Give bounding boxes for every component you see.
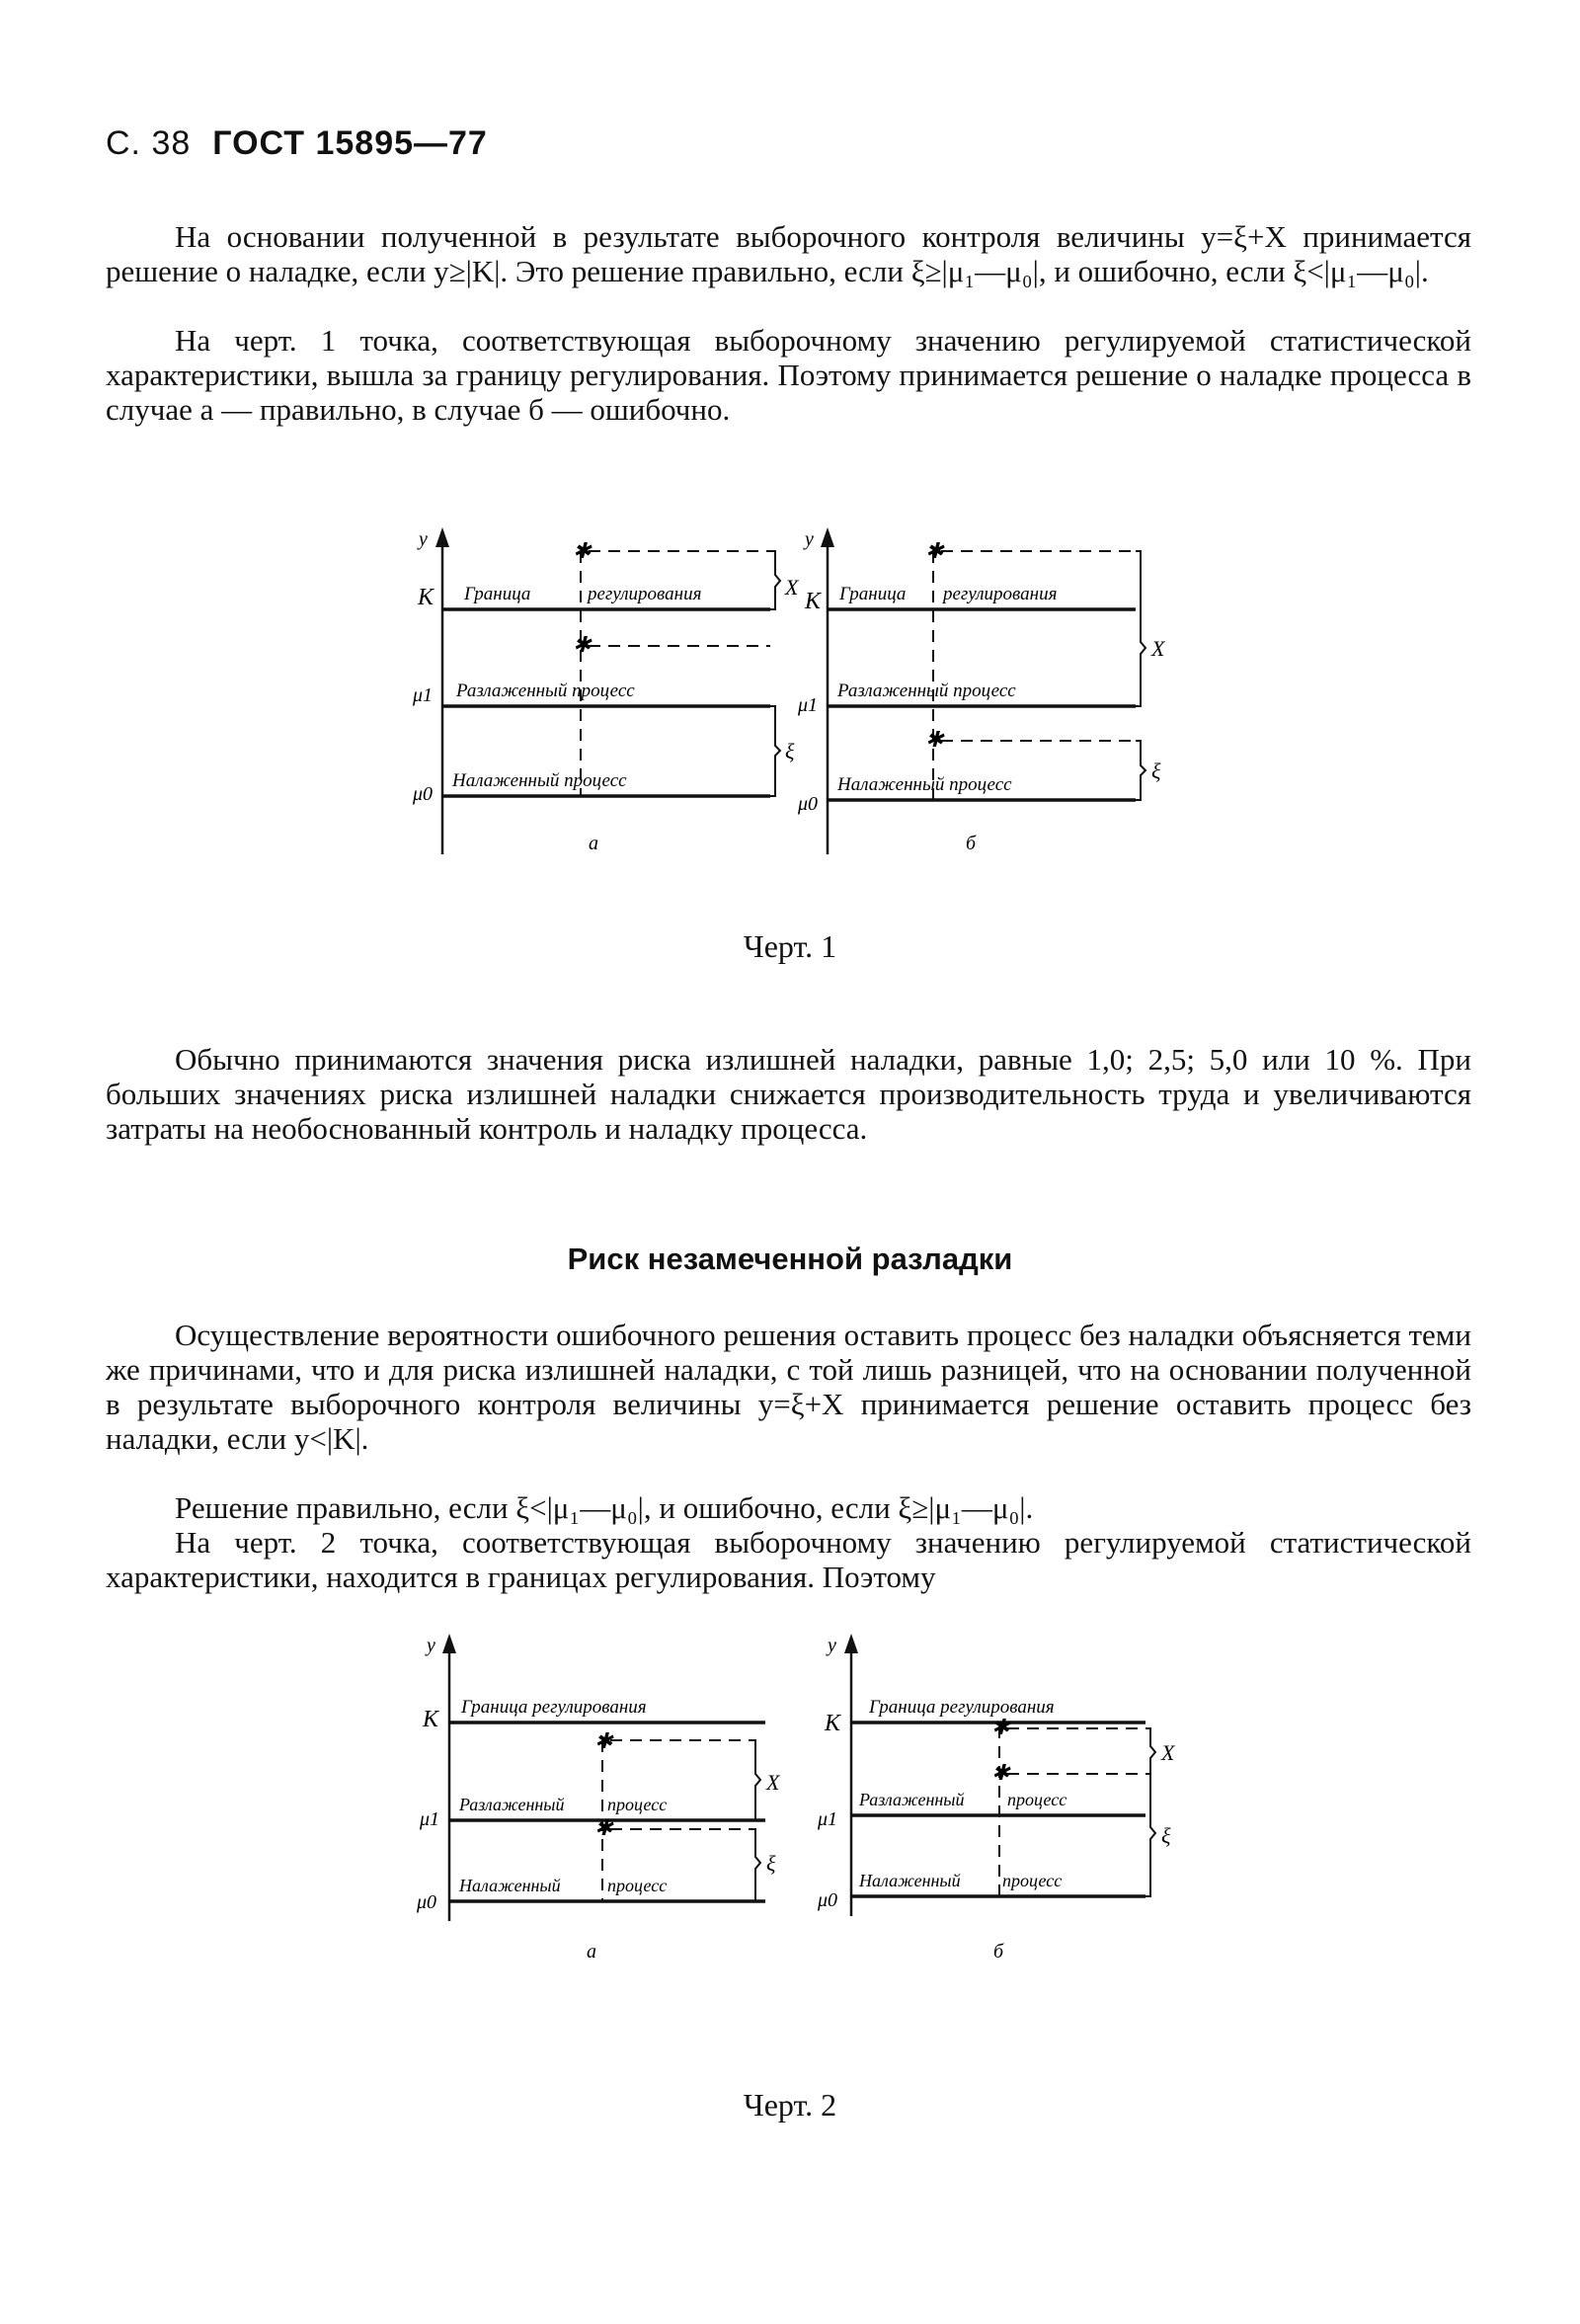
figure-1-caption: Черт. 1 — [743, 928, 837, 964]
mu0-label: μ0 — [818, 1889, 838, 1911]
shifted-process-text: Разлаженный процесс — [837, 681, 1016, 701]
xi-brace — [1136, 741, 1146, 800]
sample-point-low: ✱ — [594, 1815, 613, 1840]
y-axis-arrow — [442, 1634, 456, 1653]
mu1-label: μ1 — [798, 694, 819, 716]
standard-title: ГОСТ 15895—77 — [212, 124, 488, 162]
k-label: K — [423, 1707, 439, 1732]
x-brace — [750, 1740, 760, 1820]
y-axis-arrow — [435, 527, 449, 547]
panel-label: а — [587, 1941, 596, 1963]
panel-label: а — [589, 833, 598, 854]
control-limit-text: Граница регулирования — [869, 1697, 1055, 1718]
figure-2-panel-b — [817, 1634, 1176, 1963]
figure-2-diagram — [0, 1620, 1580, 1975]
xi-brace — [1146, 1774, 1155, 1896]
mu0-label: μ0 — [413, 783, 434, 805]
k-label: K — [825, 1711, 841, 1736]
figure-2-caption: Черт. 2 — [743, 2087, 837, 2123]
shifted-process-text-1: Разлаженный — [459, 1795, 565, 1814]
x-label: X — [785, 575, 799, 600]
adjusted-process-text: Налаженный процесс — [452, 770, 627, 791]
paragraph-4: Осуществление вероятности ошибочного решения оставить процесс без наладки объясняется теми же причинами, что и для риска излишней наладки, с той лишь разницей, что на основании полученной в результате выборочного контроля величины y=ξ+X принимается решение оставить процесс без наладки, если y<|K|. — [106, 1318, 1471, 1456]
mu1-label: μ1 — [413, 684, 434, 706]
mu0-label: μ0 — [417, 1891, 437, 1913]
adjusted-process-text: Налаженный процесс — [837, 774, 1012, 795]
sample-point-low: ✱ — [925, 727, 944, 752]
page-number: С. 38 — [106, 124, 192, 162]
x-label: X — [1151, 636, 1165, 661]
k-label: K — [418, 585, 434, 610]
x-label: X — [1161, 1740, 1175, 1765]
mu1-label: μ1 — [420, 1808, 440, 1830]
paragraph-5: Решение правильно, если ξ<|μ₁—μ₀|, и ошибочно, если ξ≥|μ₁—μ₀|. — [175, 1490, 1034, 1525]
xi-label: ξ — [785, 739, 795, 763]
sample-point-low: ✱ — [991, 1760, 1010, 1785]
control-limit-text: Граница регулирования — [461, 1697, 647, 1718]
panel-label: б — [966, 833, 977, 854]
x-label: X — [766, 1770, 780, 1795]
figure-1-diagram — [0, 514, 1580, 869]
x-brace — [1146, 1728, 1155, 1774]
xi-label: ξ — [766, 1851, 776, 1876]
sample-point-high: ✱ — [573, 538, 592, 563]
xi-brace — [770, 706, 780, 796]
control-limit-text-1: Граница — [464, 584, 531, 604]
figure-2-panel-a — [416, 1634, 781, 1963]
shifted-process-text-2: процесс — [1007, 1790, 1067, 1809]
xi-label: ξ — [1161, 1823, 1171, 1848]
adjusted-process-text-2: процесс — [1002, 1871, 1063, 1890]
page-header — [106, 124, 488, 163]
section-heading: Риск незамеченной разладки — [567, 1242, 1013, 1276]
shifted-process-text: Разлаженный процесс — [456, 681, 635, 701]
shifted-process-text-1: Разлаженный — [859, 1790, 965, 1809]
shifted-process-text-2: процесс — [607, 1795, 668, 1814]
x-brace — [1136, 551, 1146, 706]
control-limit-text-2: регулирования — [943, 584, 1058, 604]
y-axis-arrow — [844, 1634, 858, 1653]
figure-1-panel-b — [797, 527, 1166, 854]
y-axis-label: y — [427, 1635, 435, 1656]
sample-point-high: ✱ — [594, 1728, 613, 1753]
adjusted-process-text-1: Налаженный — [859, 1871, 961, 1890]
y-axis-arrow — [821, 527, 834, 547]
sample-point-high: ✱ — [925, 538, 944, 563]
panel-label: б — [993, 1941, 1004, 1963]
paragraph-3: Обычно принимаются значения риска излишней наладки, равные 1,0; 2,5; 5,0 или 10 %. При больших значениях риска излишней наладки снижается производительность труда и увеличиваются затраты на необоснованный контроль и наладку процесса. — [106, 1042, 1471, 1146]
y-axis-label: y — [828, 1635, 836, 1656]
adjusted-process-text-2: процесс — [607, 1876, 668, 1895]
xi-label: ξ — [1151, 759, 1161, 783]
paragraph-1: На основании полученной в результате выборочного контроля величины y=ξ+X принимается решение о наладке, если y≥|K|. Это решение правильно, если ξ≥|μ₁—μ₀|, и ошибочно, если ξ<|μ₁—μ₀|. — [106, 219, 1471, 288]
paragraph-6: На черт. 2 точка, соответствующая выборочному значению регулируемой статистической характеристики, находится в границах регулирования. Поэтому — [106, 1525, 1471, 1594]
y-axis-label: y — [805, 528, 814, 550]
x-brace — [770, 551, 780, 609]
control-limit-text-1: Граница — [839, 584, 907, 604]
mu1-label: μ1 — [818, 1808, 838, 1830]
xi-brace — [750, 1829, 760, 1901]
adjusted-process-text-1: Налаженный — [459, 1876, 561, 1895]
figure-1-panel-a — [412, 527, 800, 854]
sample-point-high: ✱ — [991, 1715, 1010, 1739]
mu0-label: μ0 — [798, 793, 819, 815]
sample-point-low: ✱ — [573, 632, 592, 657]
paragraph-2: На черт. 1 точка, соответствующая выборочному значению регулируемой статистической характеристики, вышла за границу регулирования. Поэтому принимается решение о наладке процесса в случае а — правильно, в случае б — ошибочно. — [106, 323, 1471, 427]
y-axis-label: y — [419, 528, 428, 550]
control-limit-text-2: регулирования — [588, 584, 702, 604]
k-label: K — [805, 589, 822, 614]
